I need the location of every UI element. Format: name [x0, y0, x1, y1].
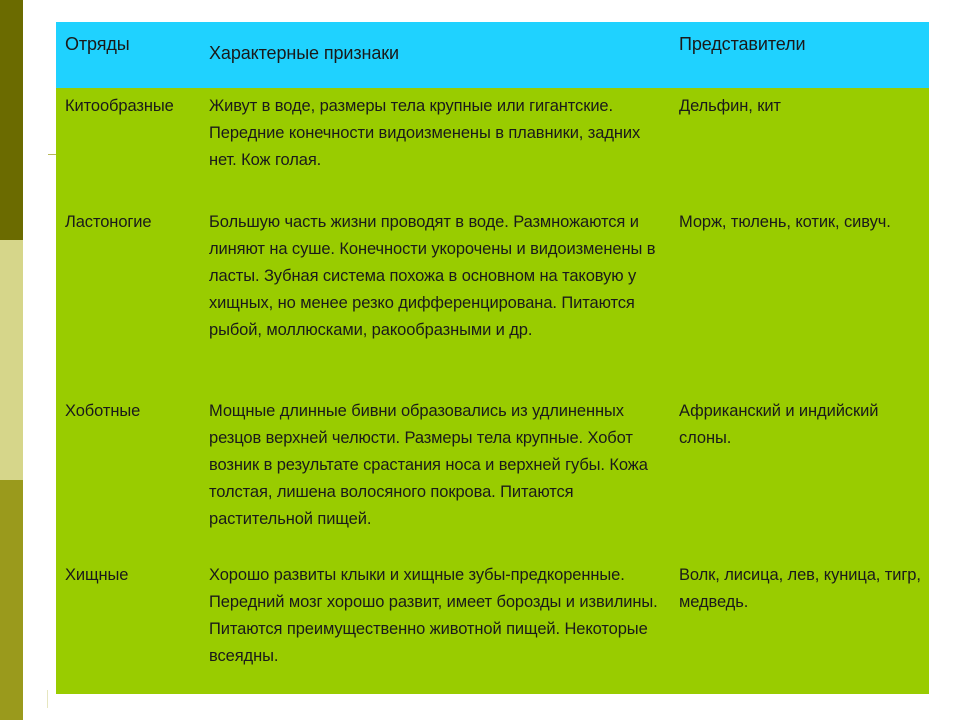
row-order: Хищные: [65, 566, 129, 584]
header-order: Отряды: [65, 34, 130, 54]
decorative-vertical-line: [47, 690, 48, 708]
left-bar-top: [0, 0, 23, 240]
row-representatives: Морж, тюлень, котик, сивуч.: [679, 213, 891, 231]
row-features: Мощные длинные бивни образовались из удлиненных резцов верхней челюсти. Размеры тела крупные. Хобот возник в результате срастания носа и верхней губы. Кожа толстая, лишена волосяного покрова. Питаются растительной пищей.: [209, 402, 648, 528]
row-order: Ластоногие: [65, 213, 152, 231]
left-bar-bottom: [0, 480, 23, 720]
row-representatives: Дельфин, кит: [679, 97, 781, 115]
row-order: Китообразные: [65, 97, 174, 115]
row-features: Хорошо развиты клыки и хищные зубы-предкоренные. Передний мозг хорошо развит, имеет борозды и извилины. Питаются преимущественно животной пищей. Некоторые всеядны.: [209, 566, 658, 665]
row-representatives: Африканский и индийский слоны.: [679, 402, 879, 447]
header-features: Характерные признаки: [209, 43, 400, 63]
row-order: Хоботные: [65, 402, 141, 420]
row-features: Большую часть жизни проводят в воде. Размножаются и линяют на суше. Конечности укорочены и видоизменены в ласты. Зубная система похожа в основном на таковую у хищных, но менее резко дифференцирована. Питаются рыбой, моллюсками, ракообразными и др.: [209, 213, 656, 339]
row-representatives: Волк, лисица, лев, куница, тигр, медведь.: [679, 566, 921, 611]
left-bar-middle: [0, 240, 23, 480]
header-representatives: Представители: [679, 34, 806, 54]
row-features: Живут в воде, размеры тела крупные или гигантские. Передние конечности видоизменены в плавники, задних нет. Кож голая.: [209, 97, 641, 169]
mammal-orders-table: [56, 22, 929, 694]
table-header: [56, 22, 929, 88]
